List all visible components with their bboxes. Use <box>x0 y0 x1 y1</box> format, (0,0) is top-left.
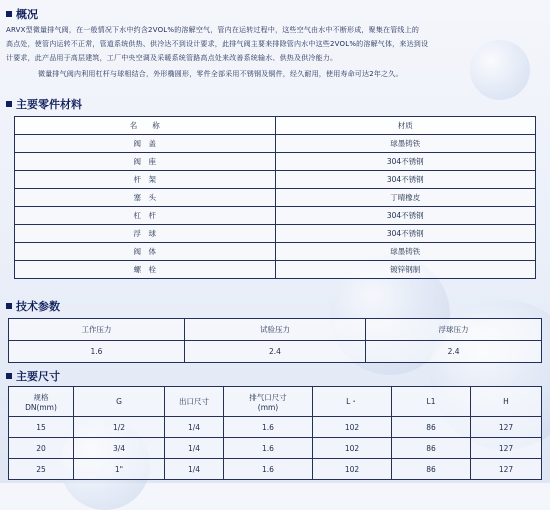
table-row <box>15 135 536 153</box>
l1-cell: 86 <box>392 438 471 459</box>
overview-line-4: 微量排气阀内利用杠杆与球相结合，外形椭圆形，零件全部采用不锈钢及铜件，经久耐用，使用寿命可达2年之久。 <box>38 70 403 78</box>
part-name: 浮 球 <box>15 225 276 243</box>
part-material: 304不锈钢 <box>275 225 536 243</box>
outlet-cell: 1/4 <box>165 438 224 459</box>
part-material: 丁晴橡皮 <box>275 189 536 207</box>
square-bullet-icon <box>6 101 12 107</box>
dims-header-dn-line1: 规格 <box>33 392 49 402</box>
h-cell: 127 <box>471 438 542 459</box>
overview-paragraph-1 <box>6 23 544 65</box>
h-cell: 127 <box>471 417 542 438</box>
overview-title-text: 概况 <box>16 8 38 21</box>
l1-cell: 86 <box>392 417 471 438</box>
part-material: 304不锈钢 <box>275 153 536 171</box>
table-row <box>15 171 536 189</box>
part-material: 镀锌钢制 <box>275 261 536 279</box>
l-cell: 102 <box>313 459 392 480</box>
tech-header-test: 试验压力 <box>184 319 365 341</box>
overview-line-1: ARVX型微量排气阀，在一般情况下水中约含2VOL%的溶解空气，管内在运转过程中，这些空气由水中不断形成，聚集在管线上的 <box>6 26 420 34</box>
square-bullet-icon <box>6 373 12 379</box>
dn-cell: 25 <box>9 459 74 480</box>
dims-header-vent-line1: 排气口尺寸 <box>249 392 287 402</box>
part-name: 阀 座 <box>15 153 276 171</box>
tech-header-float: 浮球压力 <box>366 319 542 341</box>
overview-line-2: 高点处，使管内运转不正常，管道系统供热、供冷达不到设计要求，此排气阀主要来排除管内水中这些2VOL%的溶解气体，来达到设 <box>6 40 429 48</box>
vent-cell: 1.6 <box>224 417 313 438</box>
g-cell: 3/4 <box>74 438 165 459</box>
tech-value-float: 2.4 <box>366 341 542 363</box>
table-row <box>15 261 536 279</box>
tech-value-test: 2.4 <box>184 341 365 363</box>
overview-title <box>6 6 38 22</box>
dims-header-dn-line2: DN(mm) <box>25 402 57 412</box>
vent-cell: 1.6 <box>224 438 313 459</box>
table-row <box>9 417 542 438</box>
table-row <box>15 153 536 171</box>
table-row <box>9 438 542 459</box>
outlet-cell: 1/4 <box>165 459 224 480</box>
part-name: 杠 杆 <box>15 207 276 225</box>
tech-header-row <box>9 319 542 341</box>
part-name: 螺 栓 <box>15 261 276 279</box>
dims-header-outlet: 出口尺寸 <box>165 387 224 417</box>
part-material: 304不锈钢 <box>275 171 536 189</box>
square-bullet-icon <box>6 11 12 17</box>
dims-header-vent <box>224 387 313 417</box>
tech-header-working: 工作压力 <box>9 319 185 341</box>
tech-table <box>8 318 542 363</box>
materials-header-name: 名 称 <box>15 117 276 135</box>
g-cell: 1/2 <box>74 417 165 438</box>
square-bullet-icon <box>6 303 12 309</box>
l-cell: 102 <box>313 417 392 438</box>
materials-title <box>6 96 82 112</box>
part-name: 阀 盖 <box>15 135 276 153</box>
table-row <box>9 459 542 480</box>
table-row <box>15 243 536 261</box>
table-row <box>15 207 536 225</box>
dn-cell: 15 <box>9 417 74 438</box>
dims-header-vent-line2: (mm) <box>257 402 279 412</box>
dims-table <box>8 386 542 480</box>
outlet-cell: 1/4 <box>165 417 224 438</box>
dn-cell: 20 <box>9 438 74 459</box>
part-name: 阀 体 <box>15 243 276 261</box>
dims-title <box>6 368 60 384</box>
tech-value-row <box>9 341 542 363</box>
l-cell: 102 <box>313 438 392 459</box>
dims-header-g: G <box>74 387 165 417</box>
dims-header-l: L・ <box>313 387 392 417</box>
part-name: 塞 头 <box>15 189 276 207</box>
overview-line-3: 计要求，此产品用于高层建筑，工厂中央空调及采暖系统管路高点处来改善系统输水、供热及供冷能力。 <box>6 54 338 62</box>
tech-value-working: 1.6 <box>9 341 185 363</box>
dims-header-dn <box>9 387 74 417</box>
part-name: 杆 架 <box>15 171 276 189</box>
part-material: 球墨铸铁 <box>275 135 536 153</box>
materials-header-material: 材质 <box>275 117 536 135</box>
dims-header-row <box>9 387 542 417</box>
tech-title-text: 技术参数 <box>16 300 60 313</box>
materials-title-text: 主要零件材料 <box>16 98 82 111</box>
table-row <box>15 225 536 243</box>
dims-header-l1: L1 <box>392 387 471 417</box>
tech-title <box>6 298 60 314</box>
part-material: 球墨铸铁 <box>275 243 536 261</box>
materials-table <box>14 116 536 279</box>
vent-cell: 1.6 <box>224 459 313 480</box>
l1-cell: 86 <box>392 459 471 480</box>
table-row <box>15 189 536 207</box>
overview-paragraph-2 <box>38 67 544 81</box>
h-cell: 127 <box>471 459 542 480</box>
materials-header-row <box>15 117 536 135</box>
g-cell: 1" <box>74 459 165 480</box>
dims-header-h: H <box>471 387 542 417</box>
dims-title-text: 主要尺寸 <box>16 370 60 383</box>
part-material: 304不锈钢 <box>275 207 536 225</box>
